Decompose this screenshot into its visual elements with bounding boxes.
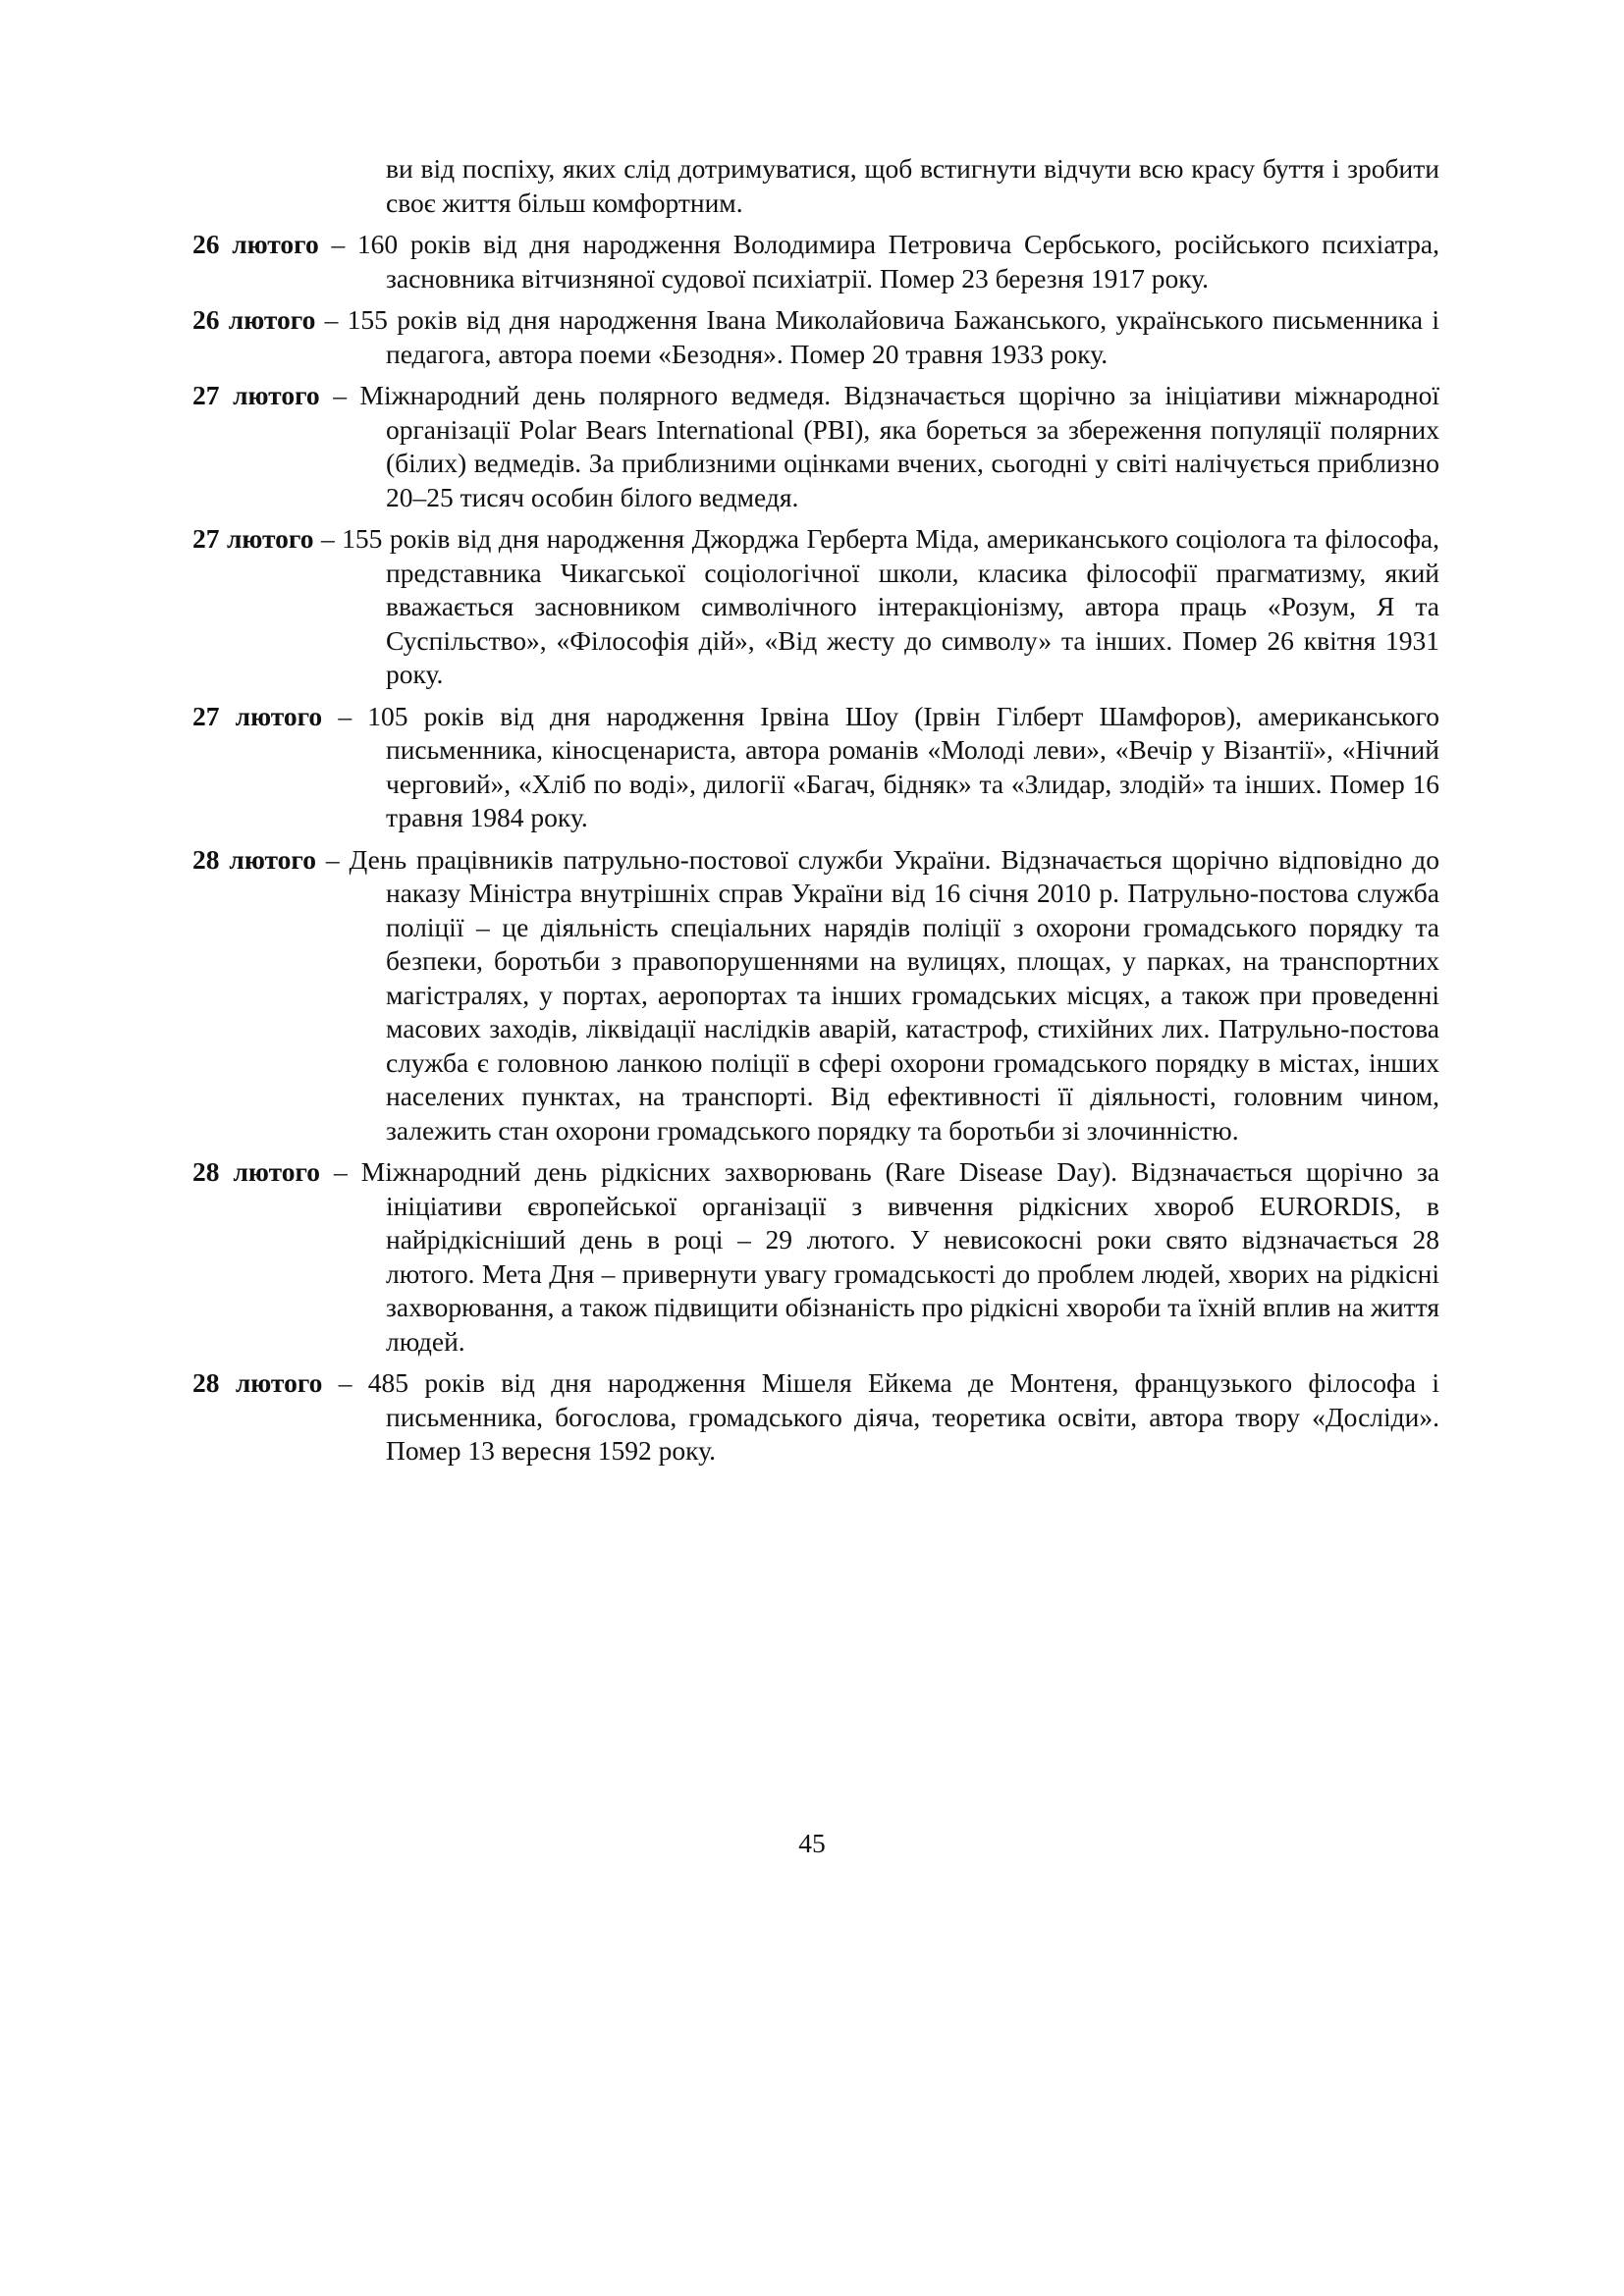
- calendar-entry: [192, 228, 1439, 295]
- calendar-entry: [192, 379, 1439, 514]
- continuation-paragraph: ви від поспіху, яких слід дотримуватися, щоб встигнути відчути всю красу буття і зробити своє життя більш комфортним.: [386, 153, 1439, 218]
- entry-date: 28 лютого: [192, 1367, 323, 1398]
- entry-text: – 485 років від дня народження Мішеля Ейкема де Монтеня, французького філософа і письменника, богослова, громадського діяча, теоретика освіти, автора твору «Досліди». Помер 13 вересня 1592 року.: [338, 1367, 1440, 1466]
- entry-date: 28 лютого: [192, 843, 316, 875]
- calendar-entry: [192, 843, 1439, 1148]
- entry-text: – 155 років від дня народження Івана Миколайовича Бажанського, українського письменника і педагога, автора поеми «Безодня». Помер 20 травня 1933 року.: [324, 304, 1439, 369]
- entry-text: – День працівників патрульно-постової служби України. Відзначається щорічно відповідно до наказу Міністра внутрішніх справ України від 16 січня 2010 р. Патрульно-постова служба поліції – це діяльність спеціальних нарядів поліції з охорони громадського порядку та безпеки, боротьби з правопорушеннями на вулицях, площах, у парках, на транспортних магістралях, у портах, аеропортах та інших громадських місцях, а також при проведенні масових заходів, ліквідації наслідків аварій, катастроф, стихійних лих. Патрульно-постова служба є головною ланкою поліції в сфері охорони громадського порядку в містах, інших населених пунктах, на транспорті. Від ефективності її діяльності, головним чином, залежить стан охорони громадського порядку та боротьби зі злочинністю.: [325, 843, 1439, 1146]
- calendar-entry: [192, 1366, 1439, 1468]
- entry-date: 27 лютого: [192, 523, 314, 554]
- calendar-entry: [192, 1155, 1439, 1359]
- entry-text: – 160 років від дня народження Володимира Петровича Сербського, російського психіатра, засновника вітчизняної судової психіатрії. Помер 23 березня 1917 року.: [331, 229, 1440, 294]
- document-page: [192, 152, 1439, 1476]
- entry-date: 27 лютого: [192, 380, 320, 410]
- entry-text: – Міжнародний день полярного ведмедя. Відзначається щорічно за ініціативи міжнародної організації Polar Bears International (PBI), яка бореться за збереження популяції полярних (білих) ведмедів. За приблизними оцінками вчених, сьогодні у світі налічується приблизно 20–25 тисяч особин білого ведмедя.: [333, 380, 1440, 512]
- entry-date: 26 лютого: [192, 304, 316, 335]
- calendar-entry: [192, 303, 1439, 371]
- entry-date: 26 лютого: [192, 229, 319, 259]
- calendar-entry: [192, 700, 1439, 835]
- page-number: 45: [798, 1828, 826, 1858]
- entry-date: 28 лютого: [192, 1156, 321, 1187]
- entry-text: – 155 років від дня народження Джорджа Герберта Міда, американського соціолога та філософа, представника Чикагської соціологічної школи, класика філософії прагматизму, який вважається засновником символічного інтеракціонізму, автора праць «Розум, Я та Суспільство», «Філософія дій», «Від жесту до символу» та інших. Помер 26 квітня 1931 року.: [320, 523, 1440, 689]
- calendar-entry: [192, 522, 1439, 692]
- entry-date: 27 лютого: [192, 700, 323, 731]
- entry-text: – Міжнародний день рідкісних захворювань (Rare Disease Day). Відзначається щорічно за ініціативи європейської організації з вивчення рідкісних хвороб EURORDIS, в найрідкісніший день в році – 29 лютого. У невисокосні роки свято відзначається 28 лютого. Мета Дня – привернути увагу громадськості до проблем людей, хворих на рідкісні захворювання, а також підвищити обізнаність про рідкісні хвороби та їхній вплив на життя людей.: [334, 1156, 1439, 1357]
- entry-text: – 105 років від дня народження Ірвіна Шоу (Ірвін Гілберт Шамфоров), американського письменника, кіносценариста, автора романів «Молоді леви», «Вечір у Візантії», «Нічний черговий», «Хліб по воді», дилогії «Багач, бідняк» та «Злидар, злодій» та інших. Помер 16 травня 1984 року.: [338, 700, 1439, 832]
